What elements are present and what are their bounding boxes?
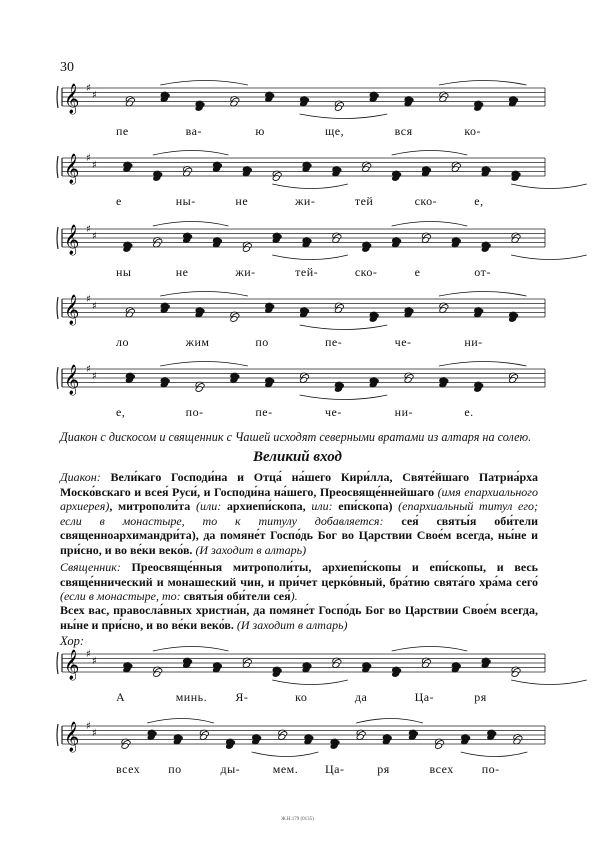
lyric-syllable: ще, (325, 124, 345, 138)
lyric-syllable: от- (474, 265, 491, 279)
lyrics-line (50, 762, 550, 778)
treble-clef-icon: 𝄞 (64, 295, 80, 325)
slur (392, 647, 468, 652)
role-priest: Священник: (60, 560, 121, 574)
sharp-icon: ♯ (86, 83, 91, 94)
lyrics-line (50, 265, 550, 281)
lyric-syllable: Я- (235, 690, 249, 704)
lyric-syllable: по- (185, 405, 204, 419)
lyric-syllable: всех (116, 762, 141, 776)
lyric-syllable: ско- (354, 265, 378, 279)
deacon-note-b: (или: (195, 499, 227, 514)
lyric-syllable: ло (116, 335, 129, 349)
deacon-text-a: Вели́каго Господи́на и Отца́ на́шего Кири́лла, Святе́йшаго Патриа́рха Моско́вскаго и всея́ Руси́, и Господи́на на́шего, Преосвяще́ннейшаго (60, 470, 538, 499)
deacon-text-d: епи́скопа) (338, 499, 393, 514)
slur (153, 151, 229, 156)
role-deacon: Диакон: (60, 470, 101, 484)
lyric-syllable: е. (464, 405, 474, 419)
lyric-syllable: не (235, 194, 249, 208)
lyric-syllable: вся (394, 124, 413, 138)
lyric-syllable: ско- (414, 194, 438, 208)
treble-clef-icon: 𝄞 (64, 650, 80, 680)
lyric-syllable: ва- (185, 124, 202, 138)
lyric-syllable: че- (394, 335, 412, 349)
deacon-note-d: (епархиальный титул его; если в монастыре, то к титулу добавляется: (60, 499, 539, 528)
slur (160, 362, 248, 367)
slur (392, 151, 468, 156)
lyric-syllable: всех (429, 762, 454, 776)
lyric-syllable: ны- (175, 194, 196, 208)
priest-text-b: святы́я оби́тели сея́ (183, 589, 291, 604)
slur (392, 222, 468, 227)
deacon-paragraph (60, 470, 538, 558)
slur (511, 680, 587, 685)
slur (461, 752, 528, 757)
sharp-icon: ♯ (86, 364, 91, 375)
lyric-syllable: жим (185, 335, 210, 349)
brace (57, 297, 62, 319)
lyric-syllable: ны (116, 265, 132, 279)
deacon-note-a: (имя епархиального архиерея) (60, 484, 538, 514)
slur (160, 292, 248, 297)
lyrics-line (50, 690, 550, 706)
treble-clef-icon: 𝄞 (64, 225, 80, 255)
sharp-icon: ♯ (86, 153, 91, 164)
page-number: 30 (60, 60, 74, 75)
brace (57, 156, 62, 178)
sharp-icon: ♯ (92, 656, 97, 667)
lyric-syllable: пе (116, 124, 129, 138)
lyric-syllable: ко (295, 690, 308, 704)
brace (57, 227, 62, 249)
lyrics-line (50, 194, 550, 210)
lyric-syllable: ды- (220, 762, 241, 776)
sharp-icon: ♯ (92, 231, 97, 242)
slur (272, 184, 348, 189)
treble-clef-icon: 𝄞 (64, 365, 80, 395)
blessing-note: (И заходит в алтарь) (233, 617, 348, 632)
treble-clef-icon: 𝄞 (64, 84, 80, 114)
deacon-text-c: архиепи́скопа, (226, 499, 306, 514)
lyrics-line (50, 124, 550, 140)
lyric-syllable: да (354, 690, 368, 704)
lyric-syllable: Ца- (414, 690, 435, 704)
slur (252, 752, 319, 757)
lyric-syllable: пе- (325, 335, 343, 349)
section-heading: Великий вход (253, 449, 342, 465)
sharp-icon: ♯ (86, 224, 91, 235)
rubric-procession: Диакон с дискосом и священник с Чашей исходят северными вратами из алтаря на солею. (60, 430, 532, 444)
slur (511, 184, 587, 189)
slur (300, 114, 388, 119)
lyric-syllable: ни- (394, 405, 413, 419)
lyric-syllable: ни- (464, 335, 483, 349)
priest-note-a: (если в монастыре, то: (60, 589, 184, 604)
slur (300, 325, 388, 330)
lyric-syllable: е, (474, 194, 484, 208)
sharp-icon: ♯ (92, 371, 97, 382)
sharp-icon: ♯ (86, 294, 91, 305)
slur (300, 395, 388, 400)
priest-note-b: ). (290, 589, 298, 604)
deacon-text-f: , да помяне́т Госпо́дь Бог во Царствии Свое́м всегда, ны́не и при́сно, и во ве́ки веко́в. (60, 528, 538, 557)
treble-clef-icon: 𝄞 (64, 154, 80, 184)
lyric-syllable: не (175, 265, 189, 279)
priest-text-a: Преосвяще́нныя митрополи́ты, архиепи́скопы и епи́скопы, и весь свяще́ннический и монашеский чин, и при́чет церко́вный, бра́тию свята́го хра́ма сего́ (60, 560, 538, 589)
slur (153, 222, 229, 227)
lyric-syllable: тей (354, 194, 374, 208)
brace (57, 724, 62, 746)
slur (160, 81, 248, 86)
choir-label: Хор: (60, 634, 85, 648)
deacon-text-e: сея́ святы́я оби́тели священноархимандри́та) (60, 513, 539, 543)
lyric-syllable: минь. (175, 690, 208, 704)
slur (439, 292, 527, 297)
lyric-syllable: по- (481, 762, 500, 776)
deacon-note-c: или: (305, 499, 339, 514)
lyric-syllable: по (255, 335, 269, 349)
slur (147, 719, 214, 724)
lyric-syllable: пе- (255, 405, 273, 419)
slur (272, 255, 348, 260)
sharp-icon: ♯ (92, 728, 97, 739)
priest-paragraph (60, 560, 538, 604)
lyric-syllable: А (116, 690, 126, 704)
lyric-syllable: по (168, 762, 182, 776)
lyric-syllable: ря (474, 690, 487, 704)
lyric-syllable: че- (325, 405, 342, 419)
slur (511, 255, 587, 260)
brace (57, 367, 62, 389)
blessing-text: Всех вас, правосла́вных христиа́н, да помяне́т Госпо́дь Бог во Царствии Свое́м всегда, ны́не и при́сно, и во ве́ки веко́в. (60, 603, 538, 632)
music-system (50, 718, 550, 813)
blessing-paragraph (60, 603, 538, 632)
lyric-syllable: тей- (295, 265, 319, 279)
lyric-syllable: е (414, 265, 421, 279)
lyric-syllable: ю (255, 124, 265, 138)
treble-clef-icon: 𝄞 (64, 722, 80, 752)
sharp-icon: ♯ (86, 721, 91, 732)
lyrics-line (50, 405, 550, 421)
slur (356, 719, 423, 724)
brace (57, 652, 62, 674)
lyric-syllable: е, (116, 405, 126, 419)
lyric-syllable: е (116, 194, 122, 208)
slur (272, 680, 348, 685)
sharp-icon: ♯ (92, 160, 97, 171)
deacon-note-e: (И заходит в алтарь) (192, 542, 307, 557)
footer-code: Ж.Н.179 (0135) (281, 817, 314, 822)
lyric-syllable: мем. (272, 762, 299, 776)
slur (153, 647, 229, 652)
deacon-text-b: , митрополи́та (109, 499, 196, 514)
lyric-syllable: ко- (464, 124, 482, 138)
lyric-syllable: Ца- (325, 762, 345, 776)
brace (57, 86, 62, 108)
lyric-syllable: жи- (235, 265, 256, 279)
slur (439, 81, 527, 86)
sharp-icon: ♯ (86, 649, 91, 660)
slur (439, 362, 527, 367)
lyrics-line (50, 335, 550, 351)
lyric-syllable: жи- (295, 194, 316, 208)
lyric-syllable: ря (377, 762, 390, 776)
sharp-icon: ♯ (92, 90, 97, 101)
sharp-icon: ♯ (92, 301, 97, 312)
